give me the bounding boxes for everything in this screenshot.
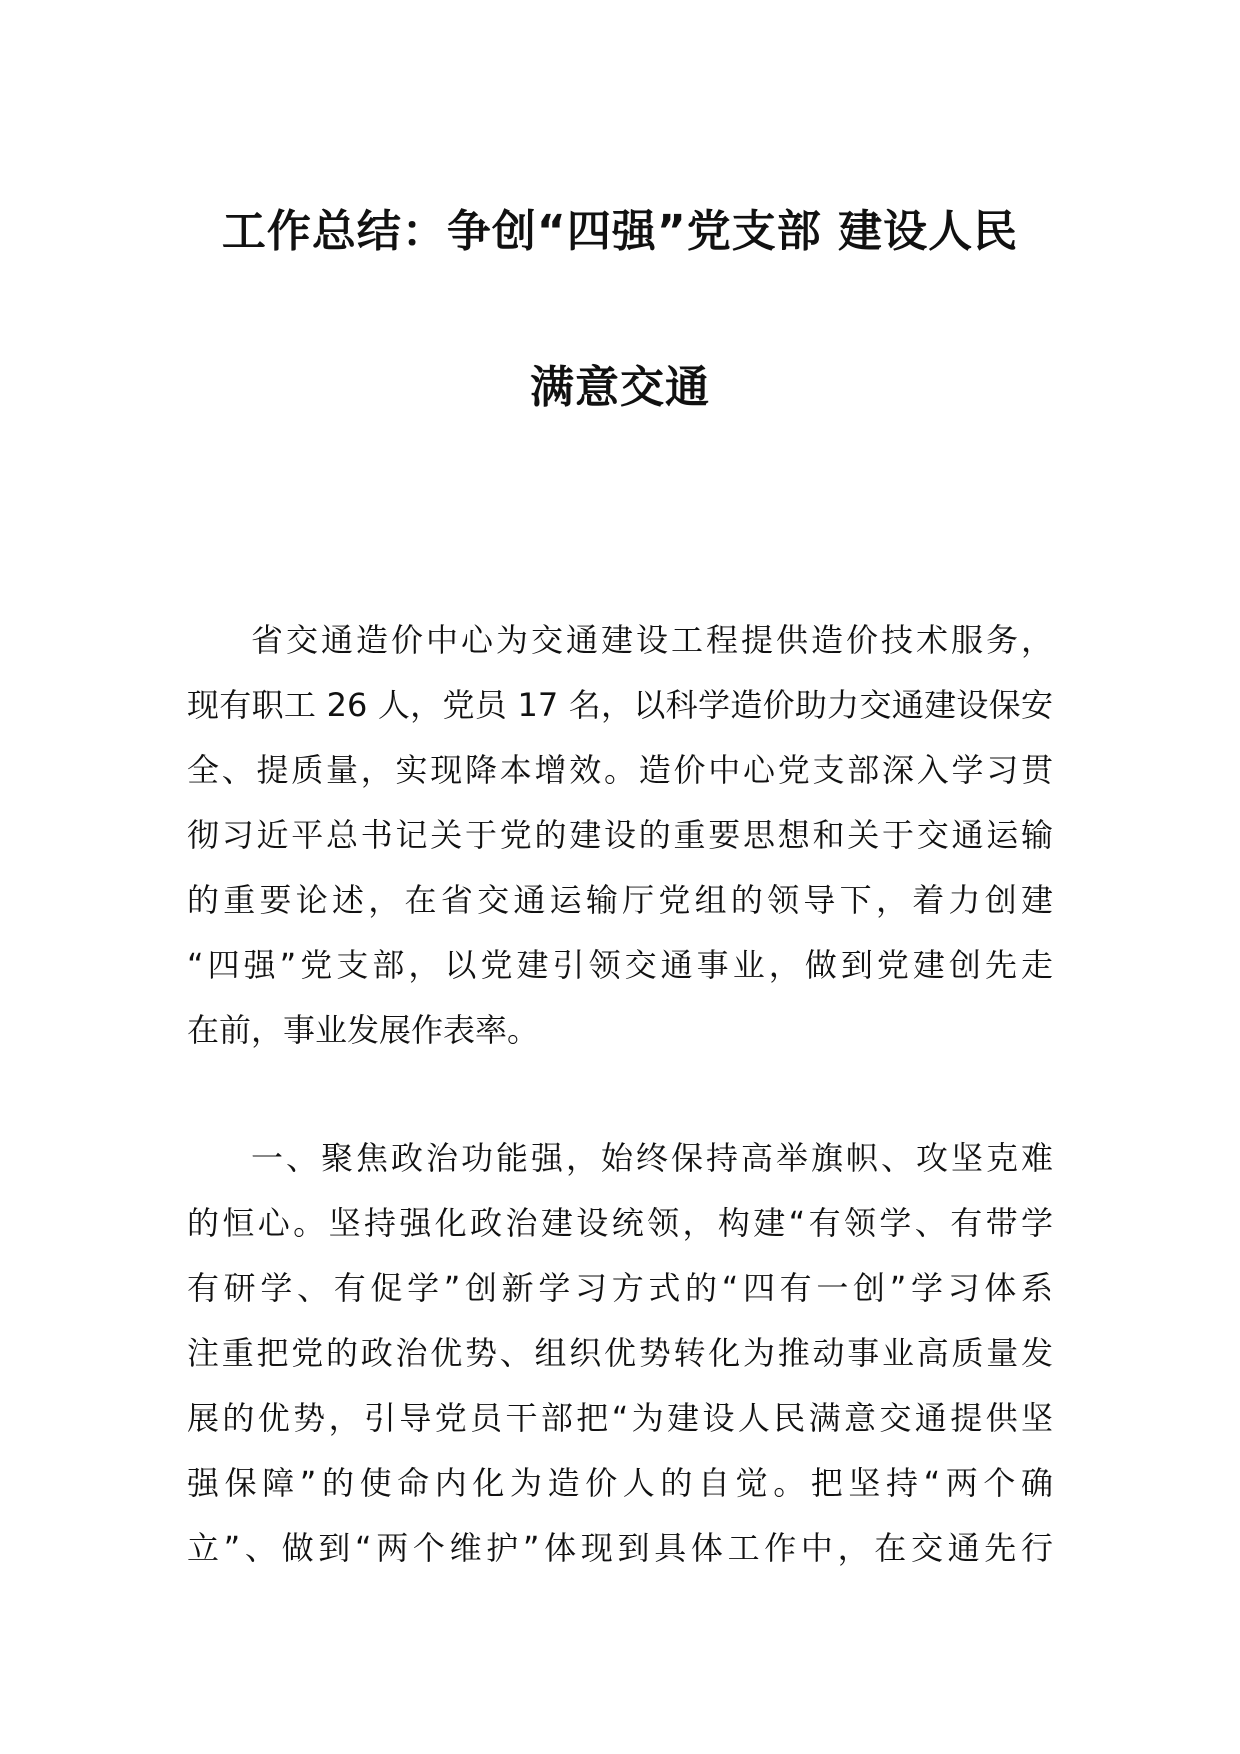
- paragraph-line: 全、提质量，实现降本增效。造价中心党支部深入学习贯: [187, 751, 1053, 789]
- paragraph-line: 在前，事业发展作表率。: [187, 1011, 540, 1049]
- paragraph-line: 现有职工 26 人，党员 17 名，以科学造价助力交通建设保安: [187, 686, 1053, 724]
- document-title-line-1: 工作总结：争创“四强”党支部 建设人民: [221, 206, 1019, 257]
- paragraph-line: 彻习近平总书记关于党的建设的重要思想和关于交通运输: [187, 816, 1053, 854]
- paragraph-line: “四强”党支部，以党建引领交通事业，做到党建创先走: [187, 946, 1053, 984]
- document-title-line-2: 满意交通: [530, 362, 710, 413]
- paragraph-intro: [187, 608, 1053, 1063]
- paragraph-line: 一、聚焦政治功能强，始终保持高举旗帜、攻坚克难: [251, 1139, 1053, 1177]
- paragraph-line: 注重把党的政治优势、组织优势转化为推动事业高质量发: [187, 1334, 1053, 1372]
- paragraph-line: 省交通造价中心为交通建设工程提供造价技术服务，: [251, 621, 1053, 659]
- paragraph-line: 的重要论述，在省交通运输厅党组的领导下，着力创建: [187, 881, 1053, 919]
- paragraph-line: 有研学、有促学”创新学习方式的“四有一创”学习体系: [187, 1269, 1053, 1307]
- paragraph-section-one: [187, 1126, 1053, 1581]
- paragraph-line: 立”、做到“两个维护”体现到具体工作中，在交通先行: [187, 1529, 1053, 1567]
- paragraph-line: 展的优势，引导党员干部把“为建设人民满意交通提供坚: [187, 1399, 1053, 1437]
- paragraph-line: 的恒心。坚持强化政治建设统领，构建“有领学、有带学: [187, 1204, 1053, 1242]
- paragraph-line: 强保障”的使命内化为造价人的自觉。把坚持“两个确: [187, 1464, 1053, 1502]
